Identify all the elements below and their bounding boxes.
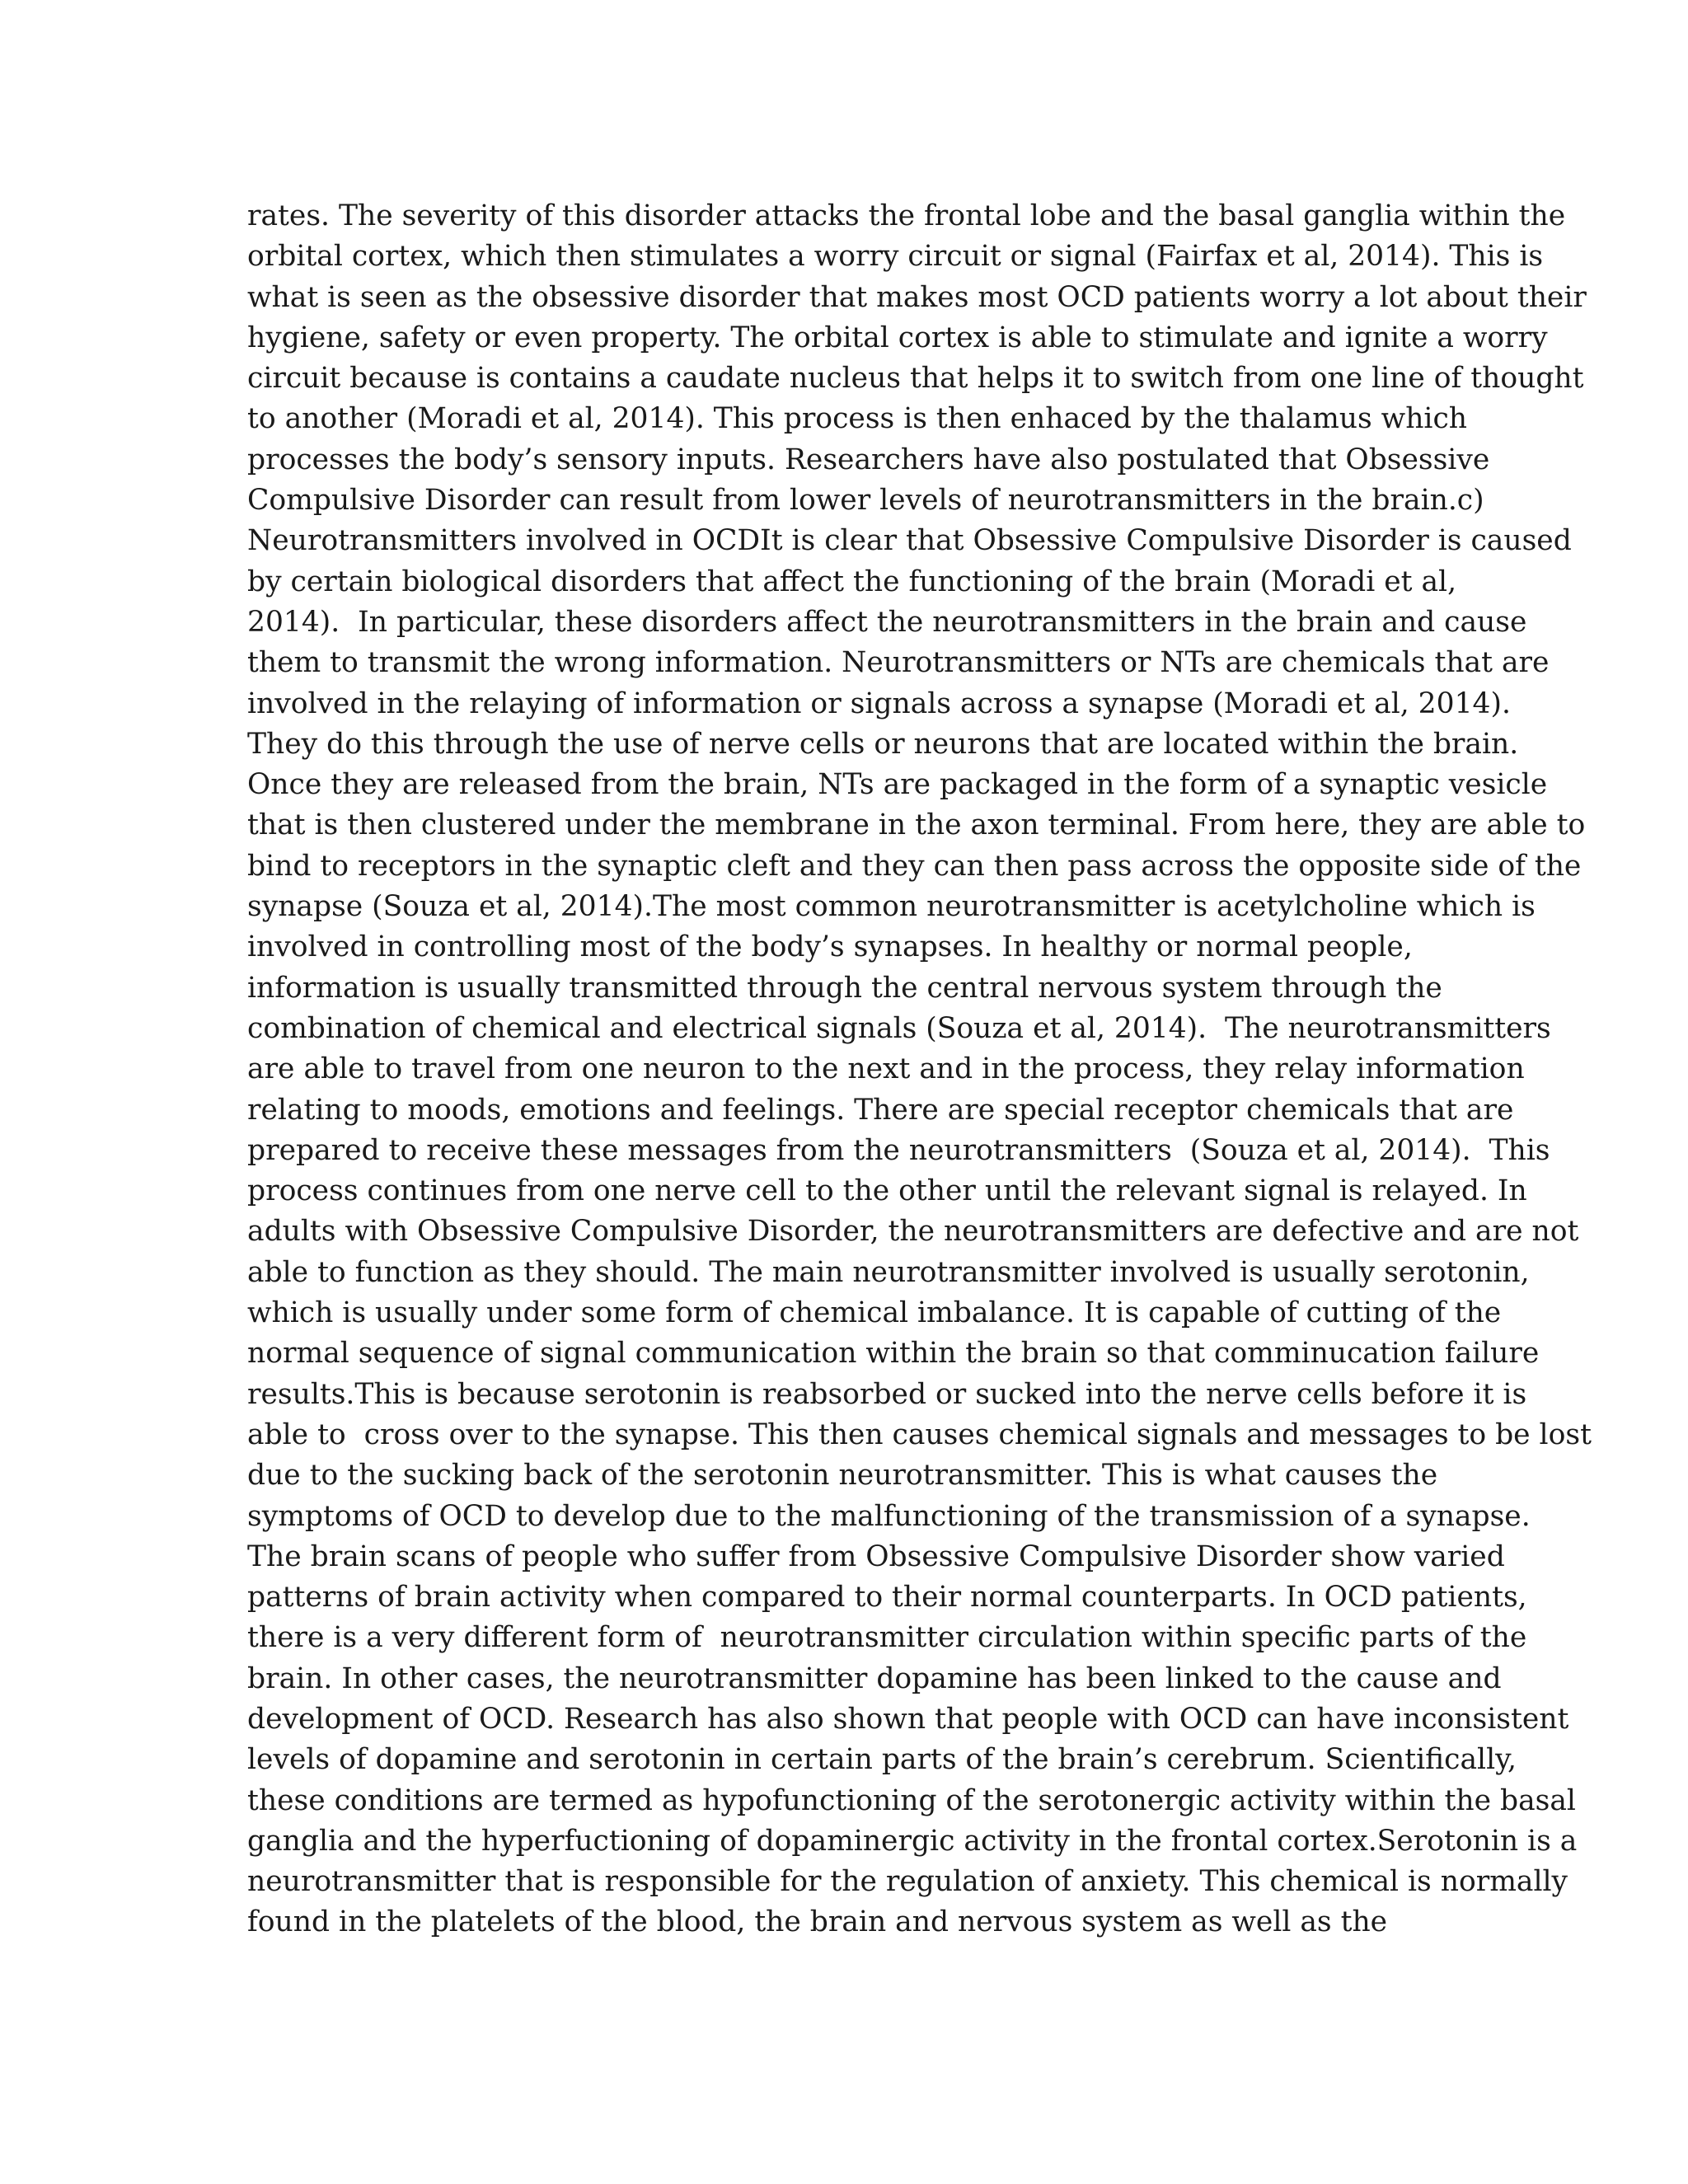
text-line: hygiene, safety or even property. The orbital cortex is able to stimulate and ignite a worry bbox=[247, 321, 1548, 354]
text-line: orbital cortex, which then stimulates a worry circuit or signal (Fairfax et al, 2014). This is bbox=[247, 240, 1544, 274]
text-line: rates. The severity of this disorder attacks the frontal lobe and the basal ganglia within the bbox=[247, 199, 1566, 232]
text-line: relating to moods, emotions and feelings. There are special receptor chemicals that are bbox=[247, 1093, 1514, 1127]
body-text bbox=[247, 196, 1592, 1943]
text-line: Once they are released from the brain, NTs are packaged in the form of a synaptic vesicle bbox=[247, 768, 1548, 802]
text-line: combination of chemical and electrical signals (Souza et al, 2014). The neurotransmitters bbox=[247, 1011, 1551, 1045]
text-line: prepared to receive these messages from the neurotransmitters (Souza et al, 2014). This bbox=[247, 1133, 1550, 1167]
text-line: The brain scans of people who suffer from Obsessive Compulsive Disorder show varied bbox=[247, 1540, 1505, 1573]
text-line: normal sequence of signal communication within the brain so that comminucation failure bbox=[247, 1337, 1540, 1371]
text-line: there is a very different form of neurotransmitter circulation within specific parts of the bbox=[247, 1621, 1527, 1655]
text-line: information is usually transmitted through the central nervous system through the bbox=[247, 971, 1442, 1005]
text-line: development of OCD. Research has also shown that people with OCD can have inconsistent bbox=[247, 1702, 1569, 1736]
text-line: found in the platelets of the blood, the brain and nervous system as well as the bbox=[247, 1905, 1388, 1939]
text-line: neurotransmitter that is responsible for the regulation of anxiety. This chemical is normally bbox=[247, 1865, 1568, 1899]
text-line: Compulsive Disorder can result from lower levels of neurotransmitters in the brain.c) bbox=[247, 484, 1484, 518]
text-line: these conditions are termed as hypofunctioning of the serotonergic activity within the basal bbox=[247, 1783, 1576, 1817]
text-line: ganglia and the hyperfuctioning of dopaminergic activity in the frontal cortex.Serotonin is a bbox=[247, 1824, 1578, 1858]
text-line: Neurotransmitters involved in OCDIt is clear that Obsessive Compulsive Disorder is caused bbox=[247, 524, 1572, 558]
text-line: them to transmit the wrong information. Neurotransmitters or NTs are chemicals that are bbox=[247, 646, 1550, 680]
text-line: symptoms of OCD to develop due to the malfunctioning of the transmission of a synapse. bbox=[247, 1499, 1531, 1533]
text-line: are able to travel from one neuron to the next and in the process, they relay information bbox=[247, 1052, 1525, 1086]
text-line: circuit because is contains a caudate nucleus that helps it to switch from one line of thought bbox=[247, 362, 1584, 396]
text-line: brain. In other cases, the neurotransmitter dopamine has been linked to the cause and bbox=[247, 1661, 1502, 1695]
text-line: involved in controlling most of the body’s synapses. In healthy or normal people, bbox=[247, 930, 1413, 964]
text-line: able to cross over to the synapse. This then causes chemical signals and messages to be lost bbox=[247, 1418, 1592, 1451]
text-line: 2014). In particular, these disorders affect the neurotransmitters in the brain and cause bbox=[247, 605, 1527, 639]
text-line: levels of dopamine and serotonin in certain parts of the brain’s cerebrum. Scientifically, bbox=[247, 1743, 1517, 1777]
text-line: which is usually under some form of chemical imbalance. It is capable of cutting of the bbox=[247, 1296, 1502, 1330]
text-line: to another (Moradi et al, 2014). This process is then enhaced by the thalamus which bbox=[247, 402, 1467, 436]
text-line: results.This is because serotonin is reabsorbed or sucked into the nerve cells before it is bbox=[247, 1377, 1527, 1411]
text-line: process continues from one nerve cell to the other until the relevant signal is relayed. In bbox=[247, 1174, 1527, 1208]
text-line: They do this through the use of nerve cells or neurons that are located within the brain. bbox=[247, 727, 1519, 761]
text-line: bind to receptors in the synaptic cleft and they can then pass across the opposite side of the bbox=[247, 849, 1582, 883]
text-line: able to function as they should. The main neurotransmitter involved is usually serotonin, bbox=[247, 1255, 1530, 1289]
text-line: by certain biological disorders that affect the functioning of the brain (Moradi et al, bbox=[247, 565, 1457, 598]
text-line: due to the sucking back of the serotonin neurotransmitter. This is what causes the bbox=[247, 1459, 1438, 1493]
text-line: that is then clustered under the membrane in the axon terminal. From here, they are able to bbox=[247, 808, 1586, 842]
text-line: adults with Obsessive Compulsive Disorder, the neurotransmitters are defective and are not bbox=[247, 1215, 1579, 1249]
text-line: what is seen as the obsessive disorder that makes most OCD patients worry a lot about their bbox=[247, 280, 1587, 314]
text-line: processes the body’s sensory inputs. Researchers have also postulated that Obsessive bbox=[247, 443, 1490, 476]
text-line: patterns of brain activity when compared to their normal counterparts. In OCD patients, bbox=[247, 1581, 1527, 1615]
text-line: synapse (Souza et al, 2014).The most common neurotransmitter is acetylcholine which is bbox=[247, 890, 1536, 924]
text-line: involved in the relaying of information or signals across a synapse (Moradi et al, 2014). bbox=[247, 687, 1511, 720]
